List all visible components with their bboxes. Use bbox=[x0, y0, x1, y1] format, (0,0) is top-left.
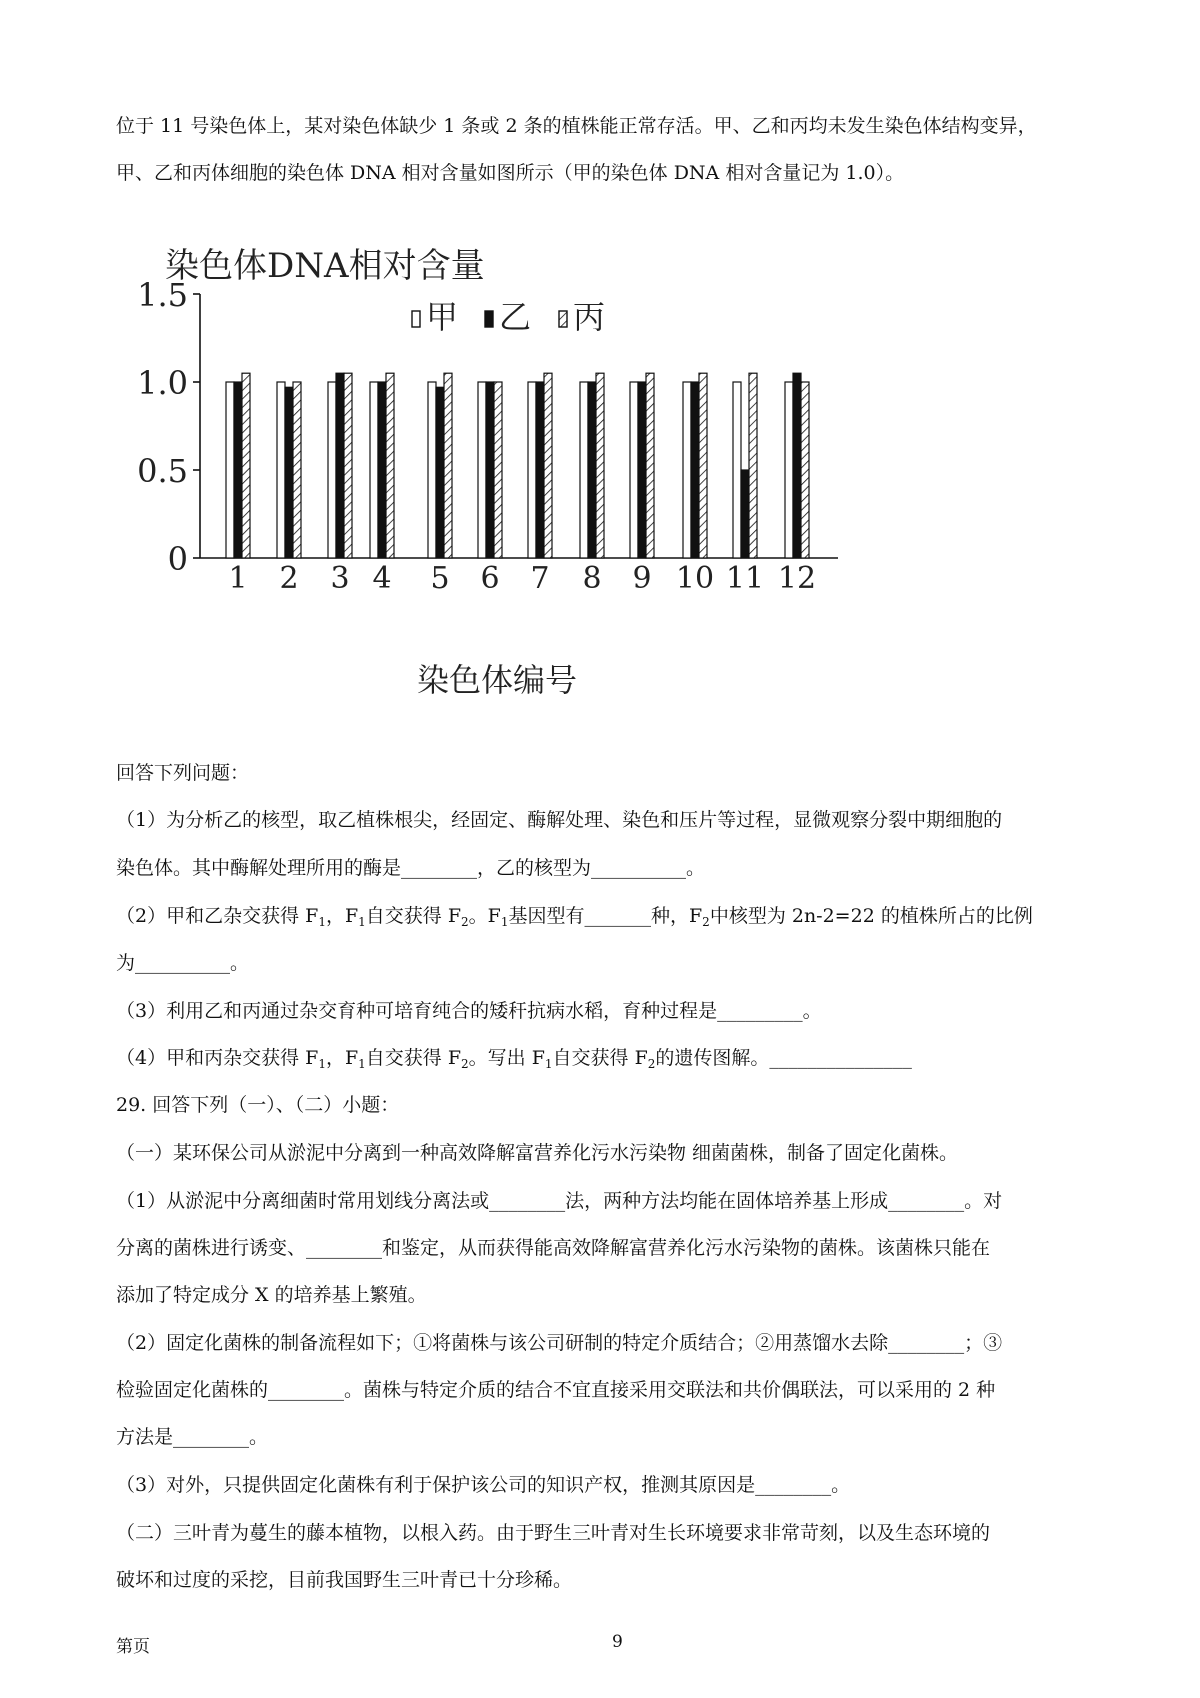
q3-line: （3）利用乙和丙通过杂交育种可培育纯合的矮秆抗病水稻，育种过程是_________。 bbox=[116, 1000, 822, 1022]
q29-p2-line-1: （2）固定化菌株的制备流程如下；①将菌株与该公司研制的特定介质结合；②用蒸馏水去除________；③ bbox=[116, 1332, 1003, 1354]
legend-swatch bbox=[559, 311, 567, 327]
bar-white bbox=[428, 382, 436, 558]
q29-part2-line-1: （二）三叶青为蔓生的藤本植物，以根入药。由于野生三叶青对生长环境要求非常苛刻，以及生态环境的 bbox=[116, 1522, 991, 1544]
x-tick-label: 8 bbox=[582, 561, 602, 596]
bar-white bbox=[226, 382, 234, 558]
bar-black bbox=[285, 387, 293, 558]
bar-white bbox=[785, 382, 793, 558]
legend-label: 甲 bbox=[426, 298, 459, 336]
x-tick-label: 11 bbox=[725, 561, 765, 596]
q29-p3-line: （3）对外，只提供固定化菌株有利于保护该公司的知识产权，推测其原因是________。 bbox=[116, 1474, 851, 1496]
x-tick-label: 12 bbox=[777, 561, 817, 596]
q29-title: 29. 回答下列（一）、（二）小题： bbox=[116, 1094, 400, 1116]
q2-line-1 bbox=[116, 903, 1033, 929]
x-tick-label: 3 bbox=[330, 561, 350, 596]
subscript: 2 bbox=[461, 1057, 469, 1071]
q2-text-b: ，F bbox=[325, 905, 359, 927]
bar-black bbox=[741, 470, 749, 558]
bar-white bbox=[370, 382, 378, 558]
subscript: 1 bbox=[500, 915, 509, 929]
q29-p2-line-2: 检验固定化菌株的________。菌株与特定介质的结合不宜直接采用交联法和共价偶联法，可以采用的 2 种 bbox=[116, 1379, 996, 1401]
intro-line-2: 甲、乙和丙体细胞的染色体 DNA 相对含量如图所示（甲的染色体 DNA 相对含量记为 1.0）。 bbox=[116, 162, 905, 184]
bar-black bbox=[336, 373, 344, 558]
bar-hatched bbox=[242, 373, 250, 558]
bar-hatched bbox=[749, 373, 757, 558]
bar-white bbox=[630, 382, 638, 558]
bar-black bbox=[536, 382, 544, 558]
bar-hatched bbox=[494, 382, 502, 558]
bar-white bbox=[528, 382, 536, 558]
subscript: 1 bbox=[358, 1057, 366, 1071]
bar-black bbox=[378, 382, 386, 558]
legend-label: 乙 bbox=[499, 298, 532, 336]
bar-white bbox=[580, 382, 588, 558]
q4-text-b: ，F bbox=[325, 1047, 359, 1069]
legend-swatch bbox=[485, 311, 493, 327]
q2-line-2: 为__________。 bbox=[116, 952, 250, 974]
q29-p1-line-3: 添加了特定成分 X 的培养基上繁殖。 bbox=[116, 1284, 427, 1306]
legend-label: 丙 bbox=[573, 298, 606, 336]
q29-part2-line-2: 破坏和过度的采挖，目前我国野生三叶青已十分珍稀。 bbox=[116, 1569, 573, 1591]
bar-white bbox=[733, 382, 741, 558]
y-tick-label: 1.5 bbox=[137, 276, 188, 314]
bar-white bbox=[328, 382, 336, 558]
y-tick-label: 1.0 bbox=[137, 364, 188, 402]
q2-text-f: 中核型为 2n-2=22 的植株所占的比例 bbox=[709, 905, 1033, 927]
legend-swatch bbox=[412, 311, 420, 327]
q29-p1-line-2: 分离的菌株进行诱变、________和鉴定，从而获得能高效降解富营养化污水污染物的菌株。该菌株只能在 bbox=[116, 1237, 991, 1259]
questions-prompt: 回答下列问题： bbox=[116, 762, 250, 784]
dna-content-chart bbox=[0, 225, 1200, 705]
x-tick-label: 2 bbox=[279, 561, 299, 596]
x-tick-label: 10 bbox=[675, 561, 715, 596]
bar-hatched bbox=[646, 373, 654, 558]
bar-white bbox=[478, 382, 486, 558]
bar-black bbox=[436, 387, 444, 558]
bar-white bbox=[277, 382, 285, 558]
bar-black bbox=[486, 382, 494, 558]
x-tick-label: 9 bbox=[632, 561, 652, 596]
x-tick-label: 6 bbox=[480, 561, 500, 596]
bar-black bbox=[234, 382, 242, 558]
bar-hatched bbox=[699, 373, 707, 558]
footer-label: 第页 bbox=[116, 1637, 150, 1657]
y-tick-label: 0 bbox=[167, 540, 188, 578]
bar-hatched bbox=[386, 373, 394, 558]
q4-text-c: 自交获得 F bbox=[365, 1047, 462, 1069]
q2-text-e: 基因型有_______种，F bbox=[508, 905, 703, 927]
x-tick-label: 4 bbox=[372, 561, 392, 596]
q4-line bbox=[116, 1045, 912, 1071]
legend bbox=[412, 298, 605, 336]
subscript: 2 bbox=[702, 915, 710, 929]
subscript: 1 bbox=[318, 915, 326, 929]
bar-black bbox=[793, 373, 801, 558]
x-tick-label: 1 bbox=[228, 561, 248, 596]
q4-text-d: 。写出 F bbox=[468, 1047, 545, 1069]
bar-black bbox=[638, 382, 646, 558]
bar-hatched bbox=[801, 382, 809, 558]
page-number: 9 bbox=[612, 1632, 623, 1652]
q2-text-c: 自交获得 F bbox=[365, 905, 462, 927]
q1-line-1: （1）为分析乙的核型，取乙植株根尖，经固定、酶解处理、染色和压片等过程，显微观察分裂中期细胞的 bbox=[116, 809, 1003, 831]
bar-black bbox=[588, 382, 596, 558]
q4-text-a: （4）甲和丙杂交获得 F bbox=[116, 1047, 319, 1069]
q1-line-2: 染色体。其中酶解处理所用的酶是________，乙的核型为__________。 bbox=[116, 857, 706, 879]
subscript: 1 bbox=[318, 1057, 326, 1071]
chart-title: 染色体DNA相对含量 bbox=[165, 246, 485, 286]
x-tick-label: 5 bbox=[430, 561, 450, 596]
bar-hatched bbox=[596, 373, 604, 558]
x-tick-label: 7 bbox=[530, 561, 550, 596]
bar-hatched bbox=[344, 373, 352, 558]
x-ticks bbox=[228, 561, 816, 596]
x-axis-label: 染色体编号 bbox=[416, 661, 578, 699]
bar-hatched bbox=[444, 373, 452, 558]
q2-text-d: 。F bbox=[468, 905, 501, 927]
y-tick-label: 0.5 bbox=[137, 452, 188, 490]
q29-p1-line-1: （1）从淤泥中分离细菌时常用划线分离法或________法，两种方法均能在固体培养基上形成________。对 bbox=[116, 1190, 1003, 1212]
q4-text-f: 的遗传图解。_______________ bbox=[655, 1047, 912, 1069]
q29-part1-intro: （一）某环保公司从淤泥中分离到一种高效降解富营养化污水污染物 细菌菌株，制备了固定化菌株。 bbox=[116, 1142, 959, 1164]
q4-text-e: 自交获得 F bbox=[552, 1047, 648, 1069]
bars bbox=[226, 373, 809, 558]
subscript: 2 bbox=[647, 1057, 656, 1071]
bar-hatched bbox=[293, 382, 301, 558]
bar-white bbox=[683, 382, 691, 558]
bar-black bbox=[691, 382, 699, 558]
subscript: 1 bbox=[544, 1057, 553, 1071]
q29-p2-line-3: 方法是________。 bbox=[116, 1426, 269, 1448]
subscript: 2 bbox=[461, 915, 469, 929]
bar-hatched bbox=[544, 373, 552, 558]
subscript: 1 bbox=[358, 915, 366, 929]
q2-text-a: （2）甲和乙杂交获得 F bbox=[116, 905, 319, 927]
intro-line-1: 位于 11 号染色体上，某对染色体缺少 1 条或 2 条的植株能正常存活。甲、乙和丙均未发生染色体结构变异， bbox=[116, 115, 1037, 137]
